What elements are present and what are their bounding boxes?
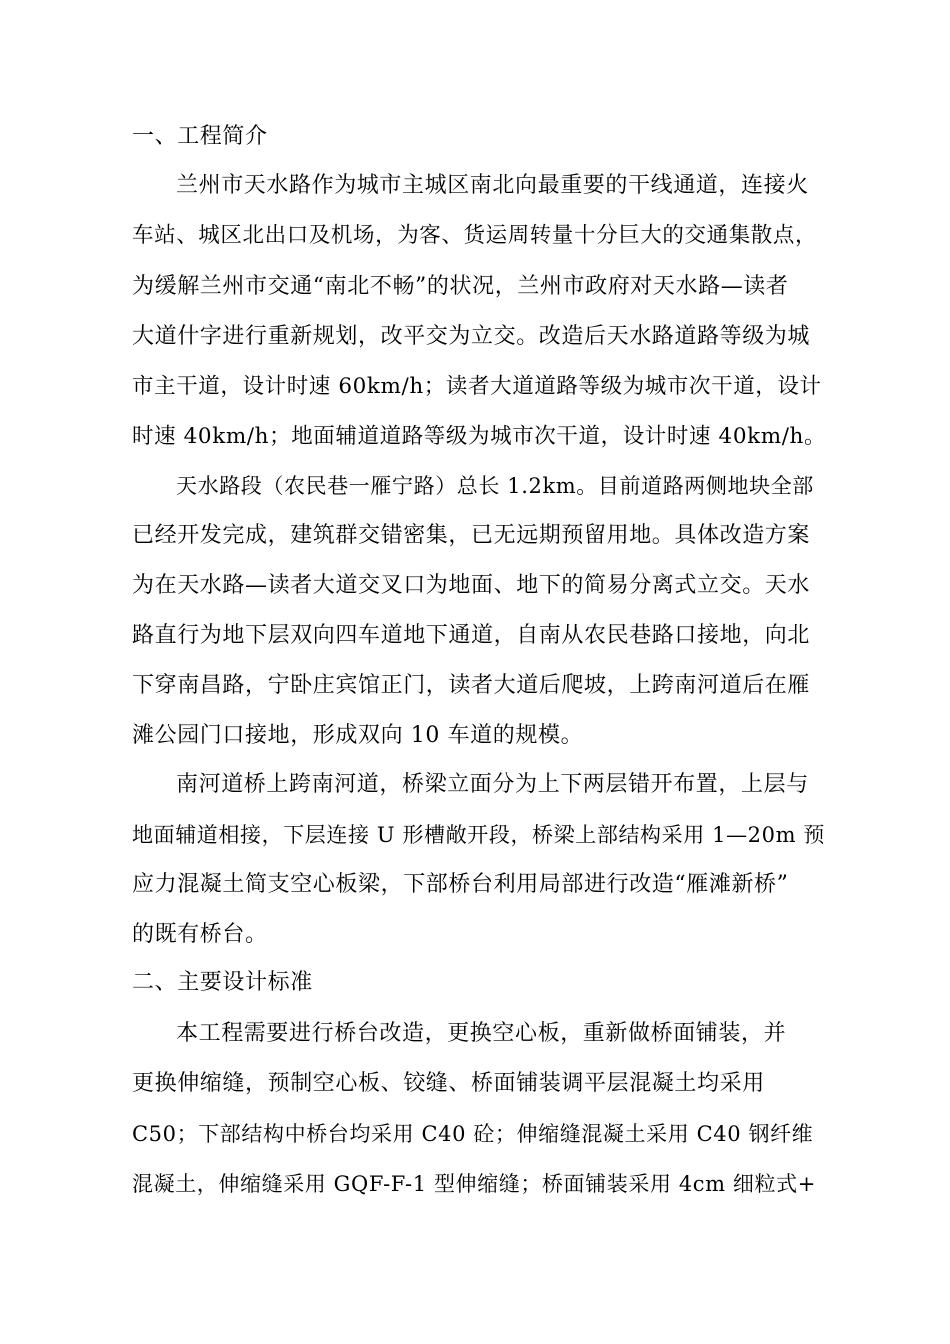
paragraph-line: 天水路段（农民巷一雁宁路）总长 1.2km。目前道路两侧地块全部 bbox=[176, 474, 814, 498]
paragraph-line: 为缓解兰州市交通“南北不畅”的状况，兰州市政府对天水路—读者 bbox=[132, 274, 789, 299]
paragraph-line: 兰州市天水路作为城市主城区南北向最重要的干线通道，连接火 bbox=[176, 173, 809, 198]
paragraph-line: 下穿南昌路，宁卧庄宾馆正门，读者大道后爬坡，上跨南河道后在雁 bbox=[132, 673, 811, 698]
paragraph-line: 地面辅道相接，下层连接 U 形槽敞开段，桥梁上部结构采用 1—20m 预 bbox=[132, 823, 825, 847]
paragraph-line: 应力混凝土简支空心板梁，下部桥台利用局部进行改造“雁滩新桥” bbox=[132, 872, 789, 897]
paragraph-line: 更换伸缩缝，预制空心板、铰缝、桥面铺装调平层混凝土均采用 bbox=[132, 1071, 765, 1096]
paragraph-line: 已经开发完成，建筑群交错密集，已无远期预留用地。具体改造方案 bbox=[132, 523, 811, 548]
paragraph-line: C50；下部结构中桥台均采用 C40 砼；伸缩缝混凝土采用 C40 钢纤维 bbox=[132, 1122, 814, 1146]
paragraph-line: 本工程需要进行桥台改造，更换空心板，重新做桥面铺装，并 bbox=[176, 1021, 787, 1046]
paragraph-line: 滩公园门口接地，形成双向 10 车道的规模。 bbox=[132, 723, 584, 748]
paragraph-line: 大道什字进行重新规划，改平交为立交。改造后天水路道路等级为城 bbox=[132, 324, 811, 349]
paragraph-line: 的既有桥台。 bbox=[132, 922, 268, 947]
paragraph-line: 车站、城区北出口及机场，为客、货运周转量十分巨大的交通集散点， bbox=[132, 223, 818, 248]
paragraph-line: 市主干道，设计时速 60km/h；读者大道道路等级为城市次干道，设计 bbox=[132, 374, 822, 399]
paragraph-line: 为在天水路—读者大道交叉口为地面、地下的简易分离式立交。天水 bbox=[132, 573, 811, 598]
section-heading: 一、工程简介 bbox=[132, 124, 268, 149]
paragraph-line: 混凝土，伸缩缝采用 GQF-F-1 型伸缩缝；桥面铺装采用 4cm 细粒式+ bbox=[132, 1172, 816, 1196]
section-heading: 二、主要设计标准 bbox=[132, 970, 313, 995]
paragraph-line: 路直行为地下层双向四车道地下通道，自南从农民巷路口接地，向北 bbox=[132, 623, 811, 648]
paragraph-line: 南河道桥上跨南河道，桥梁立面分为上下两层错开布置，上层与 bbox=[176, 772, 809, 797]
paragraph-line: 时速 40km/h；地面辅道道路等级为城市次干道，设计时速 40km/h。 bbox=[132, 424, 827, 449]
